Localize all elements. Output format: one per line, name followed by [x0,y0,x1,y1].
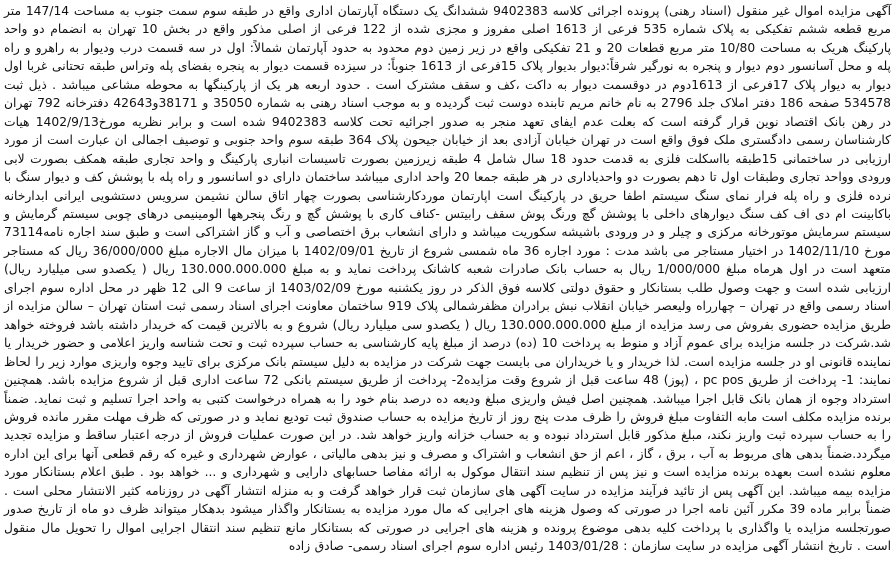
auction-notice-text: آگهی مزایده اموال غیر منقول (اسناد رهنی) پرونده اجرائی کلاسه 9402383 ششدانگ یک دستگاه آپارتمان اداری واقع در طبقه سوم سمت جنوب به مساحت 147/14 متر مربع قطعه ششم تفکیکی به پلاک شماره 535 فرعی از 1613 اصلی مفروز و مجزی شده از 122 فرعی از اصلی مذکور واقع در بخش 10 تهران به انضمام دو واحد پارکینگ هریک به مساحت 10/80 متر مربع قطعات 20 و 21 تفکیکی واقع در زیر زمین دوم محدود به حدود آپارتمان شمالاً: اول در سه قسمت درب ودیوار به راهرو و راه پله و محل آسانسور دوم دیوار و پنجره به نورگیر شرقاً:دیوار بدیوار پلاک 15فرعی از 1613 جنوباً: در سیزده قسمت دیوار به پنجره بفضای پله وتراس طبقه تحتانی غربا اول دیوار به دیوار پلاک 17فرعی از 1613دوم در دوقسمت دیوار به داکت ،کف و سقف مشترک است . حدود اربعه هر یک از پارکینگها به محوطه مشاعی میباشد . ذیل ثبت 534578 صفحه 186 دفتر املاک جلد 2796 به نام خانم مریم تابنده دوست ثبت گردیده و به موجب اسناد رهنی به شماره 35050 و 38171و42643 دفترخانه 792 تهران در رهن بانک اقتصاد نوین قرار گرفته است که بعلت عدم ایفای تعهد منجر به صدور اجرائیه تحت کلاسه 9402383 شده است و برابر نظریه مورخ1402/9/13 هیات کارشناسان رسمی دادگستری ملک فوق واقع است در تهران خیابان آزادی بعد از خیابان جیحون پلاک 364 طبقه سوم واحد جنوبی و توصیف اجمالی ان عبارت است از مورد ارزیابی در ساختمانی 15طبقه بااسکلت فلزی به قدمت حدود 18 سال شامل 4 طبقه زیرزمین بصورت تاسیسات انباری پارکینگ و واحد تجاری طبقه همکف بصورت لابی ورودی وواحد تجاری وطبقات اول تا دهم بصورت دو واحدیاداری در هر طبقه جمعا 20 واحد اداری میباشد ساختمان دارای دو اسانسور و راه پله با پوشش کف و دیوار سنگ با نرده فلزی و راه پله فرار نمای سنگ سیستم اطفا حریق در پارکینگ است اپارتمان موردکارشناسی بصورت چهار اتاق سالن نشیمن سرویس دستشویی ایرانی ابدارخانه باکابینت ام دی اف کف سنگ دیوارهای داخلی با پوشش گچ ورنگ پوش سقف رابیتس -کناف کاری با پوشش گچ و رنگ پنجرهها الومینیمی درهای چوبی سیستم گرمایش و سیستم سرمایش موتورخانه مرکزی و چیلر و در ورودی باشیشه سکوریت میباشد و دارای انشعاب برق اختصاصی و آب و گاز اشتراکی است و طبق سند اجاره نامه73114 مورخ 1402/11/10 در اختیار مستاجر می باشد مدت : مورد اجاره 36 ماه شمسی شروع از تاریخ 1402/09/01 با میزان مال الاجاره مبلغ 36/000/000 ریال که مستاجر متعهد است در اول هرماه مبلغ 1/000/000 ریال به حساب بانک صادرات شعبه کاشانک پرداخت نماید و به مبلغ 130.000.000.000 ریال ( یکصدو سی میلیارد ریال) ارزیابی شده است و جهت وصول طلب بستانکار و حقوق دولتی کلاسه فوق الذکر در روز یکشنبه مورخ 1403/02/09 از ساعت 9 الی 12 ظهر در محل اداره سوم اجرای اسناد رسمی واقع در تهران – چهارراه ولیعصر خیابان انقلاب نبش برادران مظفرشمالی پلاک 919 ساختمان معاونت اجرای اسناد رسمی ثبت استان تهران – سالن مزایده از طریق مزایده حضوری بفروش می رسد مزایده از مبلغ 130.000.000.000 ریال ( یکصدو سی میلیارد ریال) شروع و به بالاترین قیمت که خریدار داشته باشد فروخته خواهد شد.شرکت در جلسه مزایده برای عموم آزاد و منوط به پرداخت 10 (ده) درصد از مبلغ پایه کارشناسی به حساب سپرده ثبت و تحت شناسه واریز اعلامی و حضور خریدار یا نماینده قانونی او در جلسه مزایده است. لذا خریدار و یا خریداران می بایست جهت شرکت در مزایده به دلیل سیستم بانک مرکزی برای تایید وجوه واریزی موارد زیر را لحاظ نمایند: 1- پرداخت از طریق pc pos ، (پوز) 48 ساعت قبل از شروع وقت مزایده2- پرداخت از طریق سیستم بانکی 72 ساعت اداری قبل از شروع مزایده باشد. همچنین استرداد وجوه از همان بانک قابل اجرا میباشد. همچنین اصل فیش واریزی مبلغ ودیعه ده درصد بنام خود را به همراه درخواست کتبی به واحد اجرا تسلیم و ثبت نماید. ضمناً برنده مزایده مکلف است مابه التفاوت مبلغ فروش را ظرف مدت پنج روز از تاریخ مزایده به حساب صندوق ثبت تودیع نماید و در صورتی که ظرف مهلت مقرر مانده فروش را به حساب سپرده ثبت واریز نکند، مبلغ مذکور قابل استرداد نبوده و به حساب خزانه واریز خواهد شد. در این صورت عملیات فروش از درجه اعتبار ساقط و مزایده تجدید میگردد.ضمناً بدهی های مربوط به آب ، برق ، گاز ، اعم از حق انشعاب و اشتراک و مصرف و نیز بدهی مالیاتی ، عوارض شهرداری و غیره که رقم قطعی آنها برای این اداره معلوم نشده است بعهده برنده مزایده است و نیز پس از تنظیم سند انتقال موکول به ارائه مفاصا حسابهای دارایی و شهرداری و ... خواهد بود . طبق اعلام بستانکار مورد مزایده بیمه میباشد. این آگهی پس از تائید فرآیند مزایده در سایت آگهی های سازمان ثبت قرار خواهد گرفت و به منزله انتشار آگهی در روزنامه کثیر الانتشار محلی است . ضمناً برابر ماده 39 مکرر آئین نامه اجرا در صورتی که وصول هزینه های اجرایی که مال مورد مزایده به بستانکار واگذار میشود بدهکار میتواند ظرف دو ماه از تاریخ صدور صورتجلسه مزایده یا واگذاری با پرداخت کلیه بدهی موضوع پرونده و هزینه های اجرایی در صورتی که بستانکار مانع تنظیم سند انتقال اجرایی اموال را تحویل مال منقول است . تاریخ انتشار آگهی مزایده در سایت سازمان : 1403/01/28 رئیس اداره سوم اجرای اسناد رسمی- صادق زاده [4,4,892,554]
